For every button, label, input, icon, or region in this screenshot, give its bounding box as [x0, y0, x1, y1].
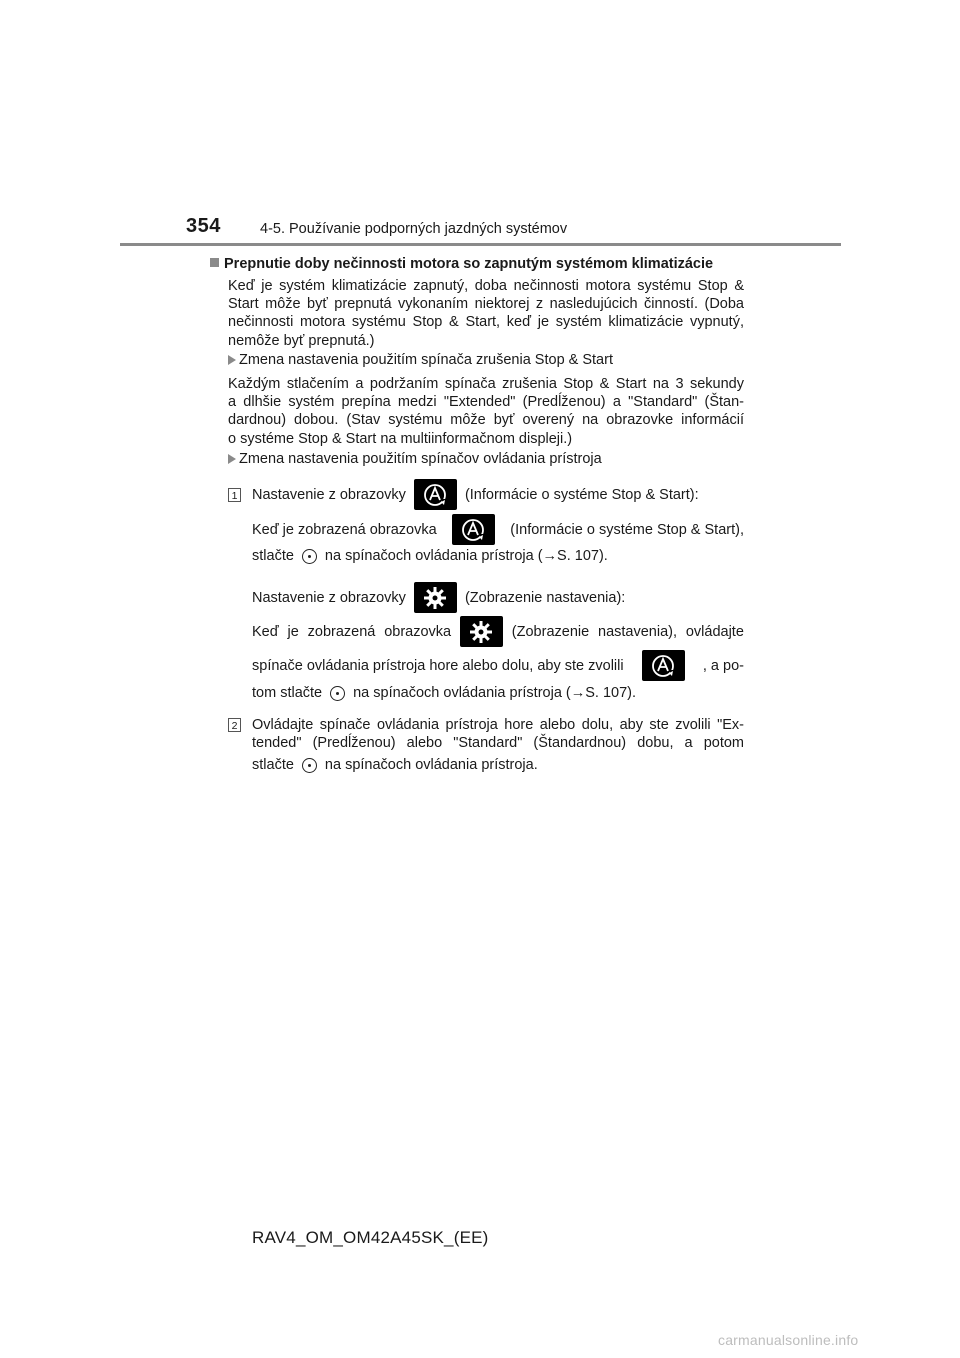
step1-line-f [252, 650, 744, 681]
step1-text: (Informácie o systéme Stop & Start), [510, 521, 744, 538]
step1-word: nastavenia), [598, 623, 678, 640]
step1-word: Keď [252, 623, 279, 640]
watermark: carmanualsonline.info [718, 1332, 859, 1348]
step1-text: tom stlačte [252, 685, 323, 701]
enter-button-icon [302, 758, 317, 773]
intro-paragraph [228, 277, 744, 350]
step1-text: (Zobrazenie nastavenia): [464, 589, 626, 606]
enter-button-icon [330, 686, 345, 701]
page-number: 354 [186, 215, 221, 237]
step1-text: , a po- [702, 657, 744, 674]
option1-paragraph [228, 375, 744, 448]
option2-title-text: Zmena nastavenia použitím spínačov ovládania prístroja [239, 451, 602, 467]
stop-start-info-icon [452, 514, 495, 545]
step2-line: tended" (Predĺženou) alebo "Standard" (Štandardnou) dobu, a potom [252, 735, 744, 752]
section-heading-text: Prepnutie doby nečinnosti motora so zapnutým systémom klimatizácie [224, 256, 714, 272]
step1-line-a [252, 479, 744, 510]
step2-text: na spínačoch ovládania prístroja. [324, 757, 538, 773]
step1-text: na spínačoch ovládania prístroja (→S. 107). [324, 548, 608, 564]
header-rule [120, 243, 841, 246]
step1-line-b [252, 514, 744, 545]
step1-line-e [252, 616, 744, 647]
option1-title [228, 352, 613, 368]
step2-line-c [252, 757, 744, 773]
step1-word: obrazovka [384, 623, 452, 640]
step-2-number: 2 [228, 718, 241, 732]
settings-gear-icon [460, 616, 503, 647]
stop-start-info-icon [414, 479, 457, 510]
step1-word: (Zobrazenie [511, 623, 590, 640]
step2-text: stlačte [252, 757, 294, 773]
option1-line: a dlhšie systém prepína medzi "Extended" (Predĺženou) a "Standard" (Štan- [228, 394, 744, 411]
step-1-number: 1 [228, 488, 241, 502]
option1-line: o systéme Stop & Start na multiinformačnom displeji.) [228, 430, 573, 447]
step1-word: je [287, 623, 299, 640]
step1-word: ovládajte [685, 623, 744, 640]
intro-line: nemôže byť prepnutá.) [228, 332, 375, 349]
section-heading [210, 256, 713, 272]
enter-button-icon [302, 549, 317, 564]
step1-text: Keď je zobrazená obrazovka [252, 521, 437, 538]
section-title: 4-5. Používanie podporných jazdných systémov [260, 221, 568, 237]
settings-gear-icon [414, 582, 457, 613]
step1-line-g [252, 685, 744, 701]
step1-text: na spínačoch ovládania prístroja (→S. 107). [353, 685, 637, 701]
intro-line: nečinnosti motora systému Stop & Start, keď je systém klimatizácie vypnutý, [228, 314, 744, 331]
step1-text: spínače ovládania prístroja hore alebo dolu, aby ste zvolili [252, 657, 624, 674]
option1-line: dardnou) dobou. (Stav systému môže byť overený na obrazovke informácií [228, 412, 744, 429]
option2-title [228, 451, 602, 467]
step1-line-d [252, 582, 744, 613]
option1-line: Každým stlačením a podržaním spínača zrušenia Stop & Start na 3 sekundy [228, 376, 744, 392]
option1-title-text: Zmena nastavenia použitím spínača zrušenia Stop & Start [239, 352, 613, 368]
step1-text: (Informácie o systéme Stop & Start): [464, 486, 699, 503]
intro-line: Start môže byť prepnutá vykonaním niektorej z nasledujúcich činností. (Doba [228, 296, 744, 313]
step1-text: Nastavenie z obrazovky [252, 486, 406, 503]
stop-start-info-icon [642, 650, 685, 681]
step1-word: zobrazená [307, 623, 376, 640]
triangle-bullet-icon [228, 355, 236, 365]
intro-line: Keď je systém klimatizácie zapnutý, doba nečinnosti motora systému Stop & [228, 278, 744, 294]
triangle-bullet-icon [228, 454, 236, 464]
step1-line-c [252, 548, 744, 564]
square-bullet-icon [210, 258, 219, 267]
step1-text: Nastavenie z obrazovky [252, 589, 406, 606]
step1-text: stlačte [252, 548, 294, 564]
document-code-footer: RAV4_OM_OM42A45SK_(EE) [252, 1228, 489, 1247]
step2-paragraph [252, 716, 744, 752]
step2-line: Ovládajte spínače ovládania prístroja hore alebo dolu, aby ste zvolili "Ex- [252, 717, 744, 733]
